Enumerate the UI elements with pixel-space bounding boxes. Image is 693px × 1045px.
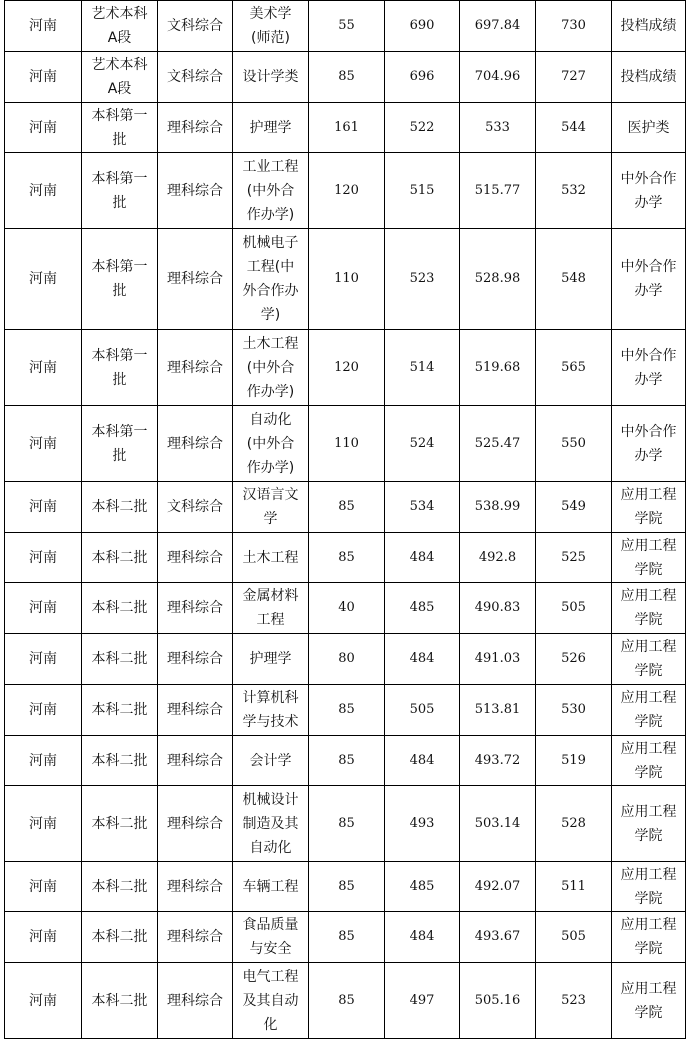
min-score-cell: 485 bbox=[385, 583, 460, 634]
note-cell bbox=[612, 862, 686, 912]
batch-cell-line: 本科第一 bbox=[91, 423, 148, 440]
batch-cell bbox=[82, 153, 158, 229]
note-cell-line: 应用工程 bbox=[620, 740, 677, 757]
major-cell-line: 作办学) bbox=[246, 459, 295, 476]
major-cell bbox=[233, 583, 309, 634]
batch-cell-line: 本科二批 bbox=[91, 600, 148, 616]
max-score-cell: 565 bbox=[536, 330, 612, 406]
avg-score-cell: 490.83 bbox=[460, 583, 536, 634]
province-cell: 河南 bbox=[5, 229, 82, 330]
note-cell bbox=[612, 1, 686, 52]
max-score-cell: 525 bbox=[536, 533, 612, 583]
batch-cell-line: 艺术本科 bbox=[91, 57, 148, 73]
major-cell-line: 制造及其 bbox=[242, 815, 299, 832]
major-cell bbox=[233, 103, 309, 153]
subject-cell: 文科综合 bbox=[158, 482, 233, 533]
min-score-cell: 515 bbox=[385, 153, 460, 229]
batch-cell bbox=[82, 912, 158, 963]
avg-score-cell: 697.84 bbox=[460, 1, 536, 52]
note-cell-line: 应用工程 bbox=[620, 639, 677, 655]
avg-score-cell: 493.72 bbox=[460, 736, 536, 786]
batch-cell-line: 本科二批 bbox=[91, 499, 148, 515]
major-cell bbox=[233, 330, 309, 406]
max-score-cell: 544 bbox=[536, 103, 612, 153]
batch-cell bbox=[82, 103, 158, 153]
note-cell bbox=[612, 482, 686, 533]
note-cell-line: 学院 bbox=[634, 511, 663, 527]
table-row bbox=[5, 229, 686, 330]
table-row bbox=[5, 736, 686, 786]
max-score-cell: 526 bbox=[536, 634, 612, 685]
major-cell-line: 电气工程 bbox=[242, 968, 299, 985]
batch-cell-line: 本科二批 bbox=[91, 549, 148, 566]
subject-cell: 理科综合 bbox=[158, 533, 233, 583]
note-cell-line: 应用工程 bbox=[620, 866, 677, 883]
major-cell bbox=[233, 1, 309, 52]
plan-count-cell: 85 bbox=[309, 736, 385, 786]
min-score-cell: 484 bbox=[385, 533, 460, 583]
note-cell bbox=[612, 634, 686, 685]
plan-count-cell: 110 bbox=[309, 406, 385, 482]
major-cell-line: 汉语言文 bbox=[242, 487, 299, 503]
avg-score-cell: 704.96 bbox=[460, 52, 536, 103]
batch-cell-line: 批 bbox=[112, 194, 127, 211]
major-cell-line: 计算机科 bbox=[242, 690, 299, 706]
batch-cell bbox=[82, 583, 158, 634]
table-row bbox=[5, 1, 686, 52]
major-cell bbox=[233, 963, 309, 1039]
province-cell: 河南 bbox=[5, 406, 82, 482]
table-row bbox=[5, 862, 686, 912]
avg-score-cell: 513.81 bbox=[460, 685, 536, 736]
batch-cell-line: 本科第一 bbox=[91, 170, 148, 187]
table-row bbox=[5, 963, 686, 1039]
province-cell: 河南 bbox=[5, 786, 82, 862]
major-cell-line: 美术学 bbox=[249, 6, 292, 22]
max-score-cell: 727 bbox=[536, 52, 612, 103]
min-score-cell: 484 bbox=[385, 912, 460, 963]
avg-score-cell: 515.77 bbox=[460, 153, 536, 229]
batch-cell bbox=[82, 685, 158, 736]
major-cell-line: 车辆工程 bbox=[242, 878, 299, 895]
batch-cell-line: A段 bbox=[107, 30, 132, 46]
max-score-cell: 505 bbox=[536, 583, 612, 634]
note-cell bbox=[612, 963, 686, 1039]
note-cell-line: 应用工程 bbox=[620, 487, 677, 503]
plan-count-cell: 85 bbox=[309, 862, 385, 912]
batch-cell-line: 本科二批 bbox=[91, 651, 148, 667]
avg-score-cell: 503.14 bbox=[460, 786, 536, 862]
note-cell-line: 办学 bbox=[634, 447, 663, 464]
batch-cell bbox=[82, 406, 158, 482]
major-cell-line: 自动化 bbox=[249, 839, 292, 856]
table-row bbox=[5, 330, 686, 406]
note-cell-line: 办学 bbox=[634, 371, 663, 388]
table-row bbox=[5, 786, 686, 862]
batch-cell-line: 本科第一 bbox=[91, 347, 148, 364]
batch-cell-line: 本科第一 bbox=[91, 107, 148, 124]
min-score-cell: 523 bbox=[385, 229, 460, 330]
major-cell bbox=[233, 406, 309, 482]
table-row bbox=[5, 103, 686, 153]
batch-cell bbox=[82, 330, 158, 406]
table-row bbox=[5, 685, 686, 736]
table-row bbox=[5, 634, 686, 685]
admission-scores-table bbox=[4, 0, 686, 1039]
province-cell: 河南 bbox=[5, 103, 82, 153]
max-score-cell: 511 bbox=[536, 862, 612, 912]
subject-cell: 理科综合 bbox=[158, 330, 233, 406]
major-cell-line: 学) bbox=[260, 307, 281, 323]
note-cell-line: 学院 bbox=[634, 941, 663, 957]
note-cell-line: 中外合作 bbox=[620, 170, 677, 187]
major-cell bbox=[233, 786, 309, 862]
major-cell-line: 工程 bbox=[256, 612, 285, 628]
subject-cell: 理科综合 bbox=[158, 963, 233, 1039]
table-row bbox=[5, 482, 686, 533]
batch-cell bbox=[82, 786, 158, 862]
batch-cell bbox=[82, 482, 158, 533]
note-cell-line: 办学 bbox=[634, 194, 663, 211]
province-cell: 河南 bbox=[5, 1, 82, 52]
avg-score-cell: 525.47 bbox=[460, 406, 536, 482]
plan-count-cell: 85 bbox=[309, 52, 385, 103]
major-cell bbox=[233, 153, 309, 229]
table-row bbox=[5, 406, 686, 482]
plan-count-cell: 85 bbox=[309, 685, 385, 736]
avg-score-cell: 491.03 bbox=[460, 634, 536, 685]
min-score-cell: 690 bbox=[385, 1, 460, 52]
province-cell: 河南 bbox=[5, 533, 82, 583]
province-cell: 河南 bbox=[5, 52, 82, 103]
table-row bbox=[5, 912, 686, 963]
max-score-cell: 523 bbox=[536, 963, 612, 1039]
max-score-cell: 549 bbox=[536, 482, 612, 533]
plan-count-cell: 85 bbox=[309, 482, 385, 533]
subject-cell: 理科综合 bbox=[158, 406, 233, 482]
subject-cell: 文科综合 bbox=[158, 1, 233, 52]
note-cell bbox=[612, 229, 686, 330]
major-cell-line: 与安全 bbox=[249, 941, 292, 957]
note-cell bbox=[612, 533, 686, 583]
note-cell-line: 应用工程 bbox=[620, 917, 677, 933]
plan-count-cell: 55 bbox=[309, 1, 385, 52]
major-cell-line: 化 bbox=[263, 1016, 278, 1033]
province-cell: 河南 bbox=[5, 862, 82, 912]
plan-count-cell: 110 bbox=[309, 229, 385, 330]
batch-cell-line: 本科二批 bbox=[91, 878, 148, 895]
note-cell bbox=[612, 736, 686, 786]
max-score-cell: 519 bbox=[536, 736, 612, 786]
province-cell: 河南 bbox=[5, 912, 82, 963]
batch-cell-line: A段 bbox=[107, 81, 132, 97]
min-score-cell: 534 bbox=[385, 482, 460, 533]
major-cell-line: (中外合 bbox=[246, 182, 295, 199]
major-cell-line: 外合作办 bbox=[242, 283, 299, 299]
min-score-cell: 522 bbox=[385, 103, 460, 153]
note-cell-line: 应用工程 bbox=[620, 537, 677, 554]
min-score-cell: 505 bbox=[385, 685, 460, 736]
min-score-cell: 696 bbox=[385, 52, 460, 103]
batch-cell-line: 批 bbox=[112, 447, 127, 464]
subject-cell: 理科综合 bbox=[158, 583, 233, 634]
province-cell: 河南 bbox=[5, 583, 82, 634]
avg-score-cell: 519.68 bbox=[460, 330, 536, 406]
major-cell-line: (中外合 bbox=[246, 435, 295, 452]
major-cell-line: 学 bbox=[263, 511, 278, 527]
note-cell bbox=[612, 685, 686, 736]
plan-count-cell: 85 bbox=[309, 963, 385, 1039]
max-score-cell: 505 bbox=[536, 912, 612, 963]
major-cell-line: 护理学 bbox=[249, 119, 292, 136]
note-cell-line: 中外合作 bbox=[620, 347, 677, 364]
batch-cell bbox=[82, 533, 158, 583]
batch-cell-line: 本科二批 bbox=[91, 752, 148, 769]
plan-count-cell: 85 bbox=[309, 533, 385, 583]
subject-cell: 理科综合 bbox=[158, 862, 233, 912]
major-cell bbox=[233, 229, 309, 330]
province-cell: 河南 bbox=[5, 153, 82, 229]
major-cell-line: 作办学) bbox=[246, 206, 295, 223]
major-cell bbox=[233, 634, 309, 685]
major-cell-line: (中外合 bbox=[246, 359, 295, 376]
province-cell: 河南 bbox=[5, 685, 82, 736]
subject-cell: 理科综合 bbox=[158, 912, 233, 963]
note-cell bbox=[612, 103, 686, 153]
batch-cell-line: 批 bbox=[112, 131, 127, 148]
subject-cell: 理科综合 bbox=[158, 786, 233, 862]
province-cell: 河南 bbox=[5, 736, 82, 786]
batch-cell bbox=[82, 229, 158, 330]
table-row bbox=[5, 52, 686, 103]
major-cell bbox=[233, 912, 309, 963]
min-score-cell: 524 bbox=[385, 406, 460, 482]
subject-cell: 文科综合 bbox=[158, 52, 233, 103]
note-cell-line: 投档成绩 bbox=[620, 18, 677, 34]
plan-count-cell: 85 bbox=[309, 786, 385, 862]
major-cell bbox=[233, 52, 309, 103]
plan-count-cell: 120 bbox=[309, 330, 385, 406]
subject-cell: 理科综合 bbox=[158, 229, 233, 330]
table-body bbox=[5, 1, 686, 1039]
major-cell-line: 设计学类 bbox=[242, 69, 299, 85]
note-cell-line: 中外合作 bbox=[620, 423, 677, 440]
note-cell-line: 学院 bbox=[634, 612, 663, 628]
batch-cell-line: 本科二批 bbox=[91, 929, 148, 945]
major-cell-line: 工程(中 bbox=[246, 259, 295, 275]
major-cell-line: 护理学 bbox=[249, 651, 292, 667]
min-score-cell: 493 bbox=[385, 786, 460, 862]
major-cell-line: (师范) bbox=[251, 30, 290, 46]
subject-cell: 理科综合 bbox=[158, 685, 233, 736]
note-cell-line: 医护类 bbox=[627, 119, 670, 136]
subject-cell: 理科综合 bbox=[158, 103, 233, 153]
avg-score-cell: 505.16 bbox=[460, 963, 536, 1039]
major-cell bbox=[233, 482, 309, 533]
note-cell-line: 学院 bbox=[634, 827, 663, 844]
major-cell bbox=[233, 862, 309, 912]
min-score-cell: 484 bbox=[385, 736, 460, 786]
batch-cell bbox=[82, 634, 158, 685]
major-cell-line: 金属材料 bbox=[242, 588, 299, 604]
note-cell-line: 应用工程 bbox=[620, 980, 677, 997]
major-cell bbox=[233, 685, 309, 736]
batch-cell bbox=[82, 52, 158, 103]
note-cell-line: 学院 bbox=[634, 1004, 663, 1021]
subject-cell: 理科综合 bbox=[158, 153, 233, 229]
avg-score-cell: 492.07 bbox=[460, 862, 536, 912]
province-cell: 河南 bbox=[5, 963, 82, 1039]
major-cell-line: 食品质量 bbox=[242, 917, 299, 933]
note-cell-line: 应用工程 bbox=[620, 690, 677, 706]
avg-score-cell: 533 bbox=[460, 103, 536, 153]
note-cell-line: 应用工程 bbox=[620, 588, 677, 604]
max-score-cell: 530 bbox=[536, 685, 612, 736]
major-cell-line: 会计学 bbox=[249, 752, 292, 769]
batch-cell-line: 本科第一 bbox=[91, 259, 148, 275]
batch-cell-line: 本科二批 bbox=[91, 815, 148, 832]
major-cell-line: 土木工程 bbox=[242, 549, 299, 566]
plan-count-cell: 120 bbox=[309, 153, 385, 229]
table-row bbox=[5, 583, 686, 634]
note-cell-line: 学院 bbox=[634, 890, 663, 907]
max-score-cell: 730 bbox=[536, 1, 612, 52]
major-cell-line: 自动化 bbox=[249, 411, 292, 428]
major-cell bbox=[233, 736, 309, 786]
batch-cell-line: 批 bbox=[112, 283, 127, 299]
note-cell-line: 学院 bbox=[634, 561, 663, 578]
note-cell-line: 学院 bbox=[634, 714, 663, 730]
min-score-cell: 497 bbox=[385, 963, 460, 1039]
note-cell-line: 中外合作 bbox=[620, 259, 677, 275]
table-row bbox=[5, 153, 686, 229]
plan-count-cell: 40 bbox=[309, 583, 385, 634]
note-cell-line: 办学 bbox=[634, 283, 663, 299]
major-cell-line: 及其自动 bbox=[242, 992, 299, 1009]
note-cell bbox=[612, 52, 686, 103]
subject-cell: 理科综合 bbox=[158, 736, 233, 786]
min-score-cell: 514 bbox=[385, 330, 460, 406]
min-score-cell: 485 bbox=[385, 862, 460, 912]
major-cell bbox=[233, 533, 309, 583]
table-row bbox=[5, 533, 686, 583]
major-cell-line: 土木工程 bbox=[242, 335, 299, 352]
note-cell bbox=[612, 330, 686, 406]
max-score-cell: 550 bbox=[536, 406, 612, 482]
major-cell-line: 工业工程 bbox=[242, 158, 299, 175]
major-cell-line: 机械电子 bbox=[242, 235, 299, 251]
major-cell-line: 作办学) bbox=[246, 383, 295, 400]
note-cell-line: 应用工程 bbox=[620, 803, 677, 820]
min-score-cell: 484 bbox=[385, 634, 460, 685]
note-cell bbox=[612, 912, 686, 963]
note-cell-line: 学院 bbox=[634, 764, 663, 781]
plan-count-cell: 161 bbox=[309, 103, 385, 153]
max-score-cell: 528 bbox=[536, 786, 612, 862]
batch-cell bbox=[82, 736, 158, 786]
max-score-cell: 532 bbox=[536, 153, 612, 229]
subject-cell: 理科综合 bbox=[158, 634, 233, 685]
batch-cell bbox=[82, 1, 158, 52]
note-cell bbox=[612, 153, 686, 229]
max-score-cell: 548 bbox=[536, 229, 612, 330]
province-cell: 河南 bbox=[5, 330, 82, 406]
avg-score-cell: 538.99 bbox=[460, 482, 536, 533]
batch-cell bbox=[82, 963, 158, 1039]
major-cell-line: 学与技术 bbox=[242, 714, 299, 730]
note-cell-line: 投档成绩 bbox=[620, 69, 677, 85]
batch-cell-line: 本科二批 bbox=[91, 702, 148, 718]
major-cell-line: 机械设计 bbox=[242, 791, 299, 808]
note-cell bbox=[612, 583, 686, 634]
avg-score-cell: 528.98 bbox=[460, 229, 536, 330]
note-cell bbox=[612, 786, 686, 862]
plan-count-cell: 80 bbox=[309, 634, 385, 685]
batch-cell-line: 艺术本科 bbox=[91, 6, 148, 22]
province-cell: 河南 bbox=[5, 482, 82, 533]
plan-count-cell: 85 bbox=[309, 912, 385, 963]
avg-score-cell: 492.8 bbox=[460, 533, 536, 583]
avg-score-cell: 493.67 bbox=[460, 912, 536, 963]
batch-cell bbox=[82, 862, 158, 912]
province-cell: 河南 bbox=[5, 634, 82, 685]
batch-cell-line: 本科二批 bbox=[91, 992, 148, 1009]
note-cell-line: 学院 bbox=[634, 663, 663, 679]
note-cell bbox=[612, 406, 686, 482]
batch-cell-line: 批 bbox=[112, 371, 127, 388]
